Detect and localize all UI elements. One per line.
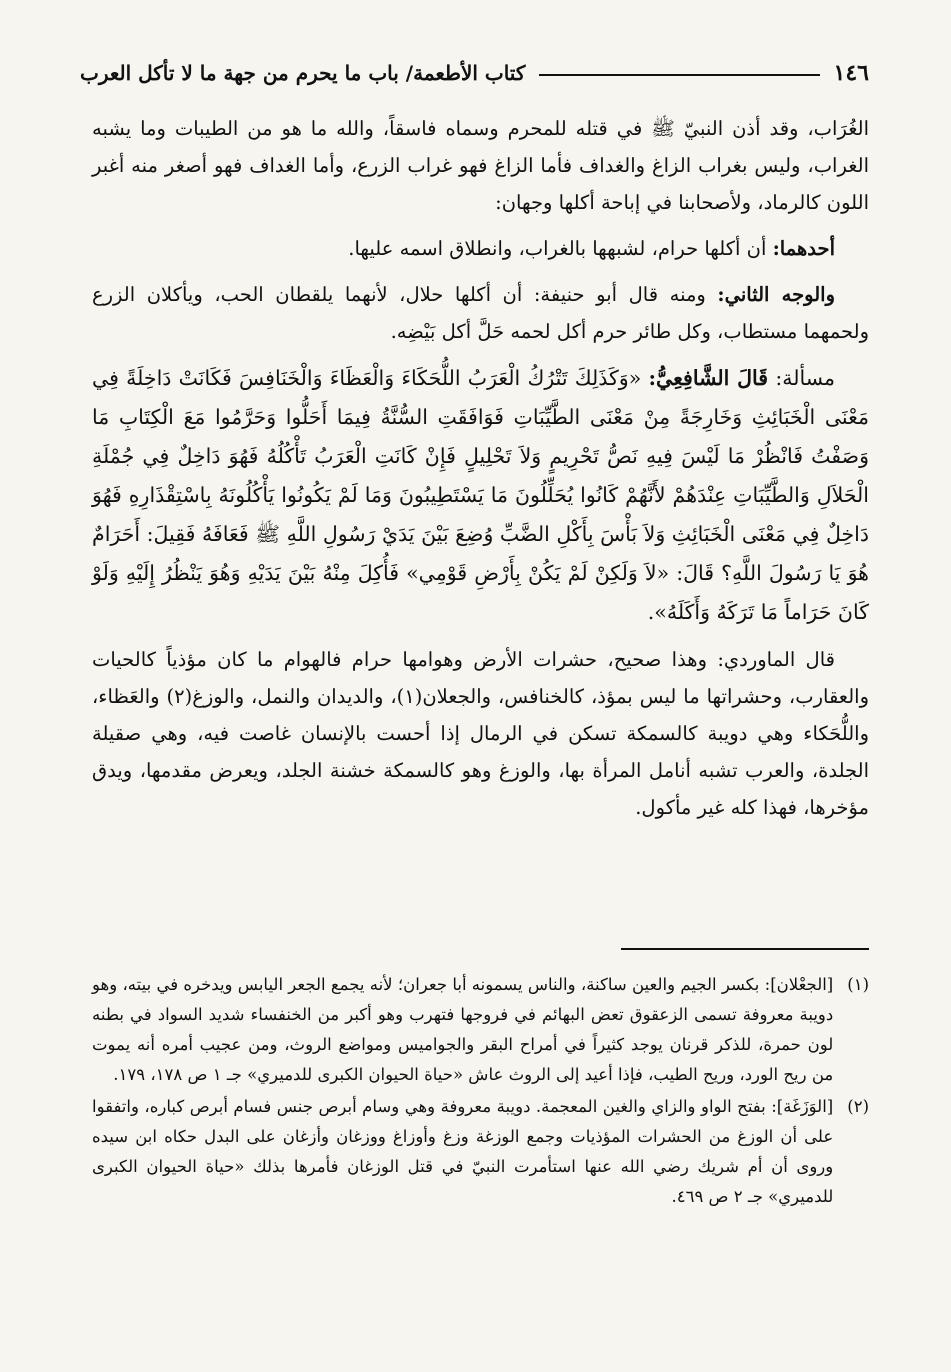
footnote-2 — [92, 1092, 869, 1212]
main-text — [92, 110, 869, 835]
footnote-text: [الجعْلان]: بكسر الجيم والعين ساكنة، والناس يسمونه أبا جعران؛ لأنه يجمع الجعر اليابس ويدخره في بيته، وهو دويبة معروفة تسمى الزعقوق تعض البهائم في فروجها فتهرب وهو أكبر من الخنفساء شديد السواد في بطنه لون حمرة، للذكر قرنان يوجد كثيراً في أمراح البقر والجواميس ومواضع الروث، ومن عجيب أمره أنه يموت من ريح الورد، وريح الطيب، فإذا أعيد إلى الروث عاش «حياة الحيوان الكبرى للدميري» جـ ١ ص ١٧٨، ١٧٩. — [92, 975, 834, 1084]
header-rule — [539, 74, 819, 76]
paragraph-2 — [92, 230, 869, 267]
paragraph-4-label: قَالَ الشَّافِعِيُّ: — [648, 366, 769, 390]
footnote-text: [الوَزَغَة]: بفتح الواو والزاي والغين المعجمة. دويبة معروفة وهي وسام أبرص جنس فسام أبرص كباره، واتفقوا على أن الوزغ من الحشرات المؤذيات وجمع الوزغة وزغ وأوزاغ ووزغان وأزغان على البدل حكاه ابن سيده وروى أن أم شريك رضي الله عنها استأمرت النبيّ في قتل الوزغان فأمرها بذلك «حياة الحيوان الكبرى للدميري» جـ ٢ ص ٤٦٩. — [92, 1097, 834, 1206]
paragraph-3 — [92, 276, 869, 350]
footnote-1 — [92, 970, 869, 1090]
footnote-separator — [621, 948, 869, 950]
paragraph-3-label: والوجه الثاني: — [717, 283, 835, 306]
paragraph-4-prefix: مسألة: — [768, 366, 835, 390]
paragraph-2-text: أن أكلها حرام، لشبهها بالغراب، وانطلاق اسمه عليها. — [348, 237, 773, 260]
page-number: ١٤٦ — [833, 60, 869, 86]
paragraph-2-label: أحدهما: — [772, 237, 835, 260]
paragraph-4-text: «وَكَذَلِكَ تَتْرُكُ الْعَرَبُ اللُّحَكَاءَ وَالْعَظَاءَ وَالْخَنَافِسَ فَكَانَتْ دَاخِلَةً فِي مَعْنَى الْخَبَائِثِ وَخَارِجَةً مِنْ مَعْنَى الطَّيِّبَاتِ فَوَافَقَتِ السُّنَّةُ فِيمَا أَحَلُّوا وَحَرَّمُوا مَعَ الْكِتَابِ مَا وَصَفْتُ فَانْظُرْ مَا لَيْسَ فِيهِ نَصُّ تَحْرِيمٍ وَلاَ تَحْلِيلٍ فَإِنْ كَانَتِ الْعَرَبُ تَأْكُلُهُ فَهُوَ دَاخِلٌ فِي جُمْلَةِ الْحَلاَلِ وَالطَّيِّبَاتِ عِنْدَهُمْ لأَنَّهُمْ كَانُوا يُحَلِّلُونَ مَا يَسْتَطِيبُونَ وَمَا لَمْ يَكُونُوا يَأْكُلُونَهُ بِاسْتِقْذَارِهِ فَهُوَ دَاخِلٌ فِي مَعْنَى الْخَبَائِثِ وَلاَ بَأْسَ بِأَكْلِ الضَّبِّ وُضِعَ بَيْنَ يَدَيْ رَسُولِ اللَّهِ ﷺ فَعَافَهُ فَقِيلَ: أَحَرَامٌ هُوَ يَا رَسُولَ اللَّهِ؟ قَالَ: «لاَ وَلَكِنْ لَمْ يَكُنْ بِأَرْضِ قَوْمِي» فَأُكِلَ مِنْهُ بَيْنَ يَدَيْهِ وَهُوَ يَنْظُرُ إِلَيْهِ وَلَوْ كَانَ حَرَاماً مَا تَرَكَهُ وَأَكَلَهُ». — [92, 366, 869, 624]
paragraph-1: الغُرَاب، وقد أذن النبيّ ﷺ في قتله للمحرم وسماه فاسقاً، والله ما هو من الطيبات وما يشبه الغراب، وليس بغراب الزاغ والغداف فأما الزاغ فهو غراب الزرع، وأما الغداف فهو أصغر منه أغبر اللون كالرماد، ولأصحابنا في إباحة أكلها وجهان: — [92, 117, 869, 214]
paragraph-4-masala — [92, 359, 869, 632]
footnote-number: (٢) — [847, 1097, 869, 1116]
running-title: كتاب الأطعمة/ باب ما يحرم من جهة ما لا تأكل العرب — [80, 61, 526, 85]
footnotes — [92, 970, 869, 1214]
running-header — [80, 56, 869, 90]
paragraph-5: قال الماوردي: وهذا صحيح، حشرات الأرض وهوامها حرام فالهوام ما كان مؤذياً كالحيات والعقارب، وحشراتها ما ليس بمؤذ، كالخنافس، والجعلان(١)، والديدان والنمل، والوزغ(٢) والعَظاء، واللُّحَكاء وهي دويبة كالسمكة تسكن في الرمال إذا أحست بالإنسان غاصت فيه، وهي صقيلة الجلدة، والعرب تشبه أنامل المرأة بها، والوزغ وهو كالسمكة خشنة الجلد، ويعرض مقدمها، ويدق مؤخرها، فهذا كله غير مأكول. — [92, 648, 869, 819]
paragraph-3-text: ومنه قال أبو حنيفة: أن أكلها حلال، لأنهما يلقطان الحب، ويأكلان الزرع ولحمهما مستطاب، وكل طائر حرم أكل لحمه حَلَّ أكل بَيْضِه. — [92, 283, 869, 343]
footnote-number: (١) — [847, 975, 869, 994]
